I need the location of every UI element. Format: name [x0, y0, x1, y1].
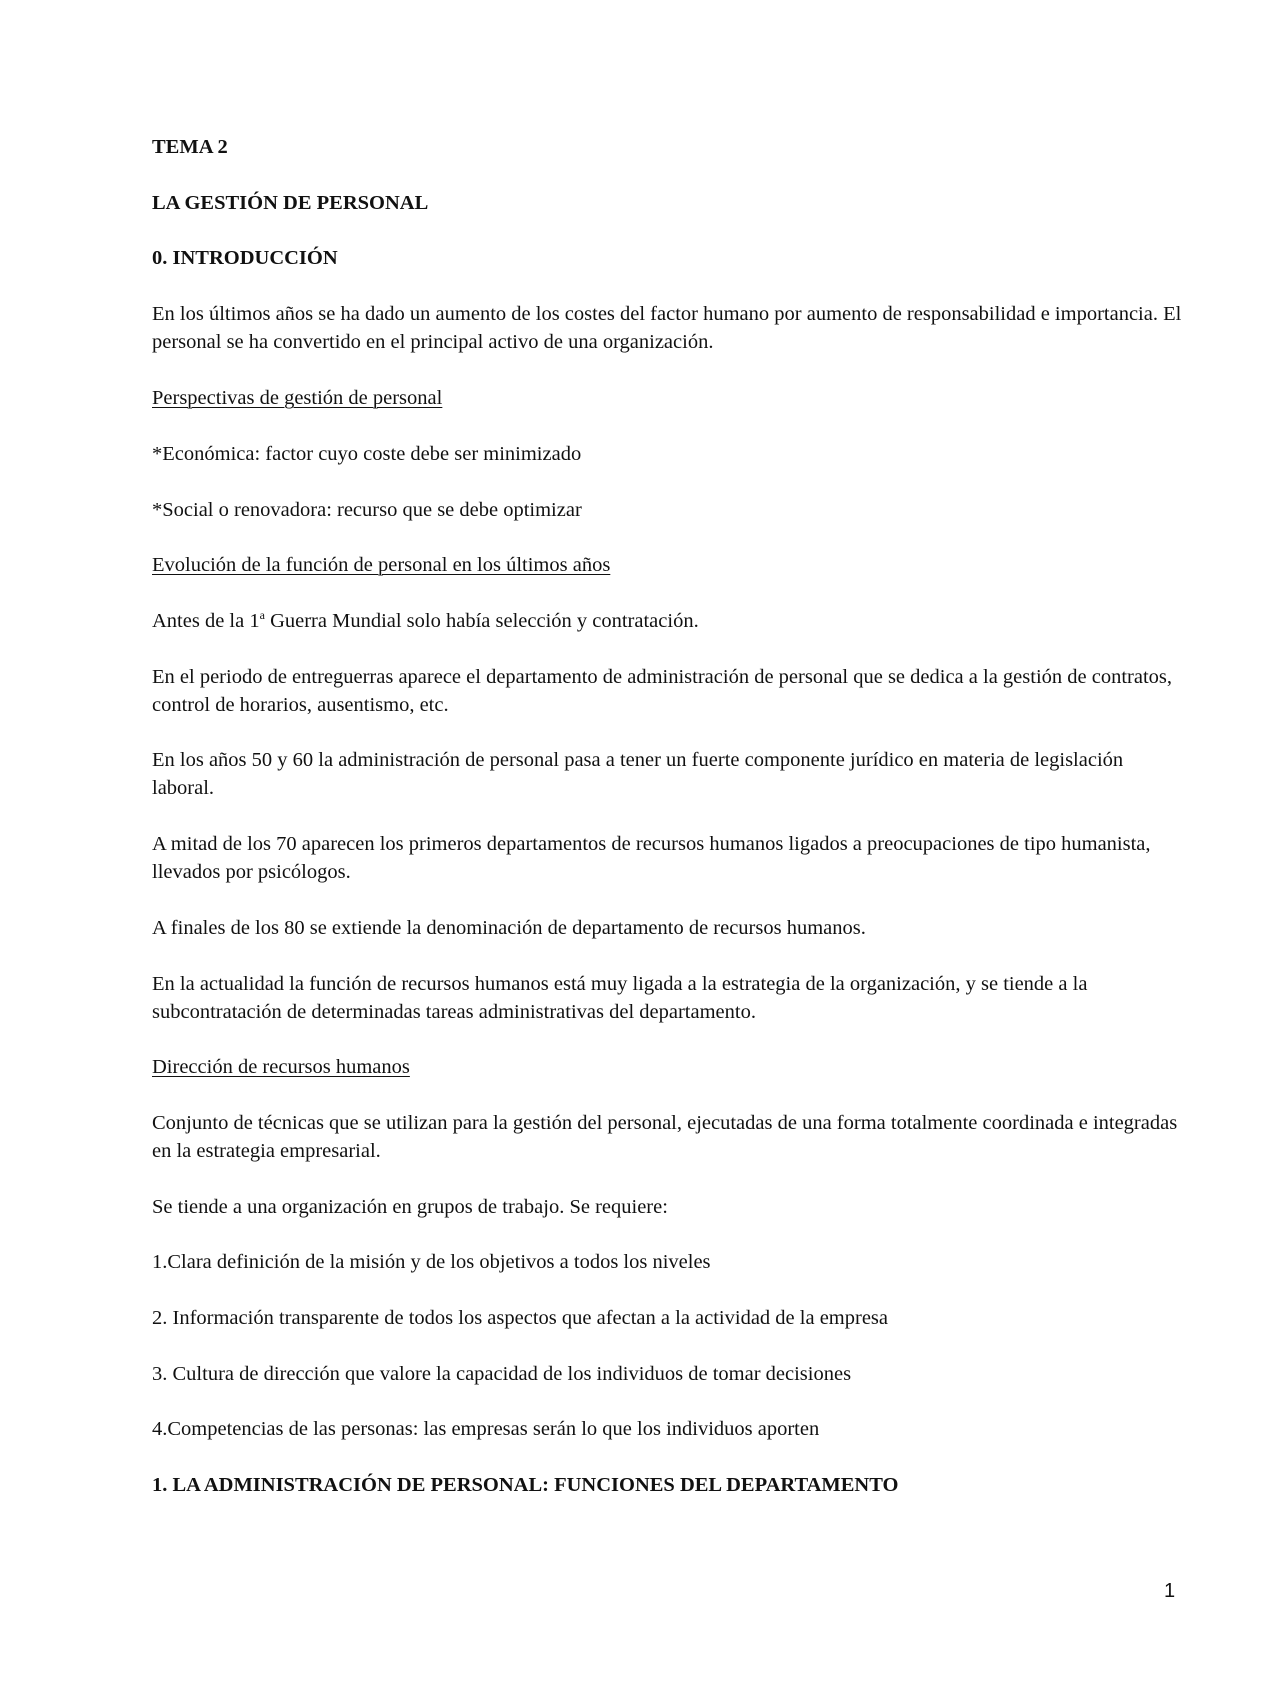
list-item: 3. Cultura de dirección que valore la capacidad de los individuos de tomar decisiones	[152, 1363, 852, 1385]
document-title: LA GESTIÓN DE PERSONAL	[152, 192, 429, 214]
perspectiva-social: *Social o renovadora: recurso que se debe optimizar	[152, 499, 582, 521]
tema-label: TEMA 2	[152, 136, 228, 158]
section-heading-introduccion: 0. INTRODUCCIÓN	[152, 247, 338, 269]
evolucion-p1-superscript: a	[259, 608, 265, 622]
subheading-direccion	[152, 1053, 1187, 1081]
direccion-paragraph-1: Conjunto de técnicas que se utilizan para la gestión del personal, ejecutadas de una forma totalmente coordinada e integradas en la estrategia empresarial.	[152, 1112, 1178, 1162]
evolucion-paragraph-4: A mitad de los 70 aparecen los primeros departamentos de recursos humanos ligados a preocupaciones de tipo humanista, llevados por psicólogos.	[152, 833, 1151, 883]
evolucion-paragraph-5: A finales de los 80 se extiende la denominación de departamento de recursos humanos.	[152, 917, 866, 939]
list-item: 2. Información transparente de todos los aspectos que afectan a la actividad de la empresa	[152, 1307, 888, 1329]
perspectiva-economica: *Económica: factor cuyo coste debe ser minimizado	[152, 443, 582, 465]
subheading-perspectivas-text: Perspectivas de gestión de personal	[152, 387, 443, 409]
evolucion-paragraph-1	[152, 607, 1187, 635]
list-item: 1.Clara definición de la misión y de los objetivos a todos los niveles	[152, 1251, 711, 1273]
direccion-paragraph-2: Se tiende a una organización en grupos de trabajo. Se requiere:	[152, 1196, 668, 1218]
evolucion-p1-before: Antes de la 1	[152, 610, 260, 632]
evolucion-p1-after: Guerra Mundial solo había selección y contratación.	[264, 610, 699, 632]
section-heading-administracion: 1. LA ADMINISTRACIÓN DE PERSONAL: FUNCIONES DEL DEPARTAMENTO	[152, 1474, 899, 1496]
page-number: 1	[1164, 1580, 1176, 1602]
subheading-evolucion-text: Evolución de la función de personal en los últimos años	[152, 554, 611, 576]
list-item: 4.Competencias de las personas: las empresas serán lo que los individuos aporten	[152, 1418, 820, 1440]
subheading-evolucion	[152, 551, 1187, 579]
evolucion-paragraph-3: En los años 50 y 60 la administración de personal pasa a tener un fuerte componente jurídico en materia de legislación laboral.	[152, 749, 1124, 799]
intro-paragraph: En los últimos años se ha dado un aumento de los costes del factor humano por aumento de responsabilidad e importancia. El personal se ha convertido en el principal activo de una organización.	[152, 303, 1182, 353]
subheading-direccion-text: Dirección de recursos humanos	[152, 1056, 410, 1078]
evolucion-paragraph-6: En la actualidad la función de recursos humanos está muy ligada a la estrategia de la organización, y se tiende a la subcontratación de determinadas tareas administrativas del departamento.	[152, 973, 1088, 1023]
evolucion-paragraph-2: En el periodo de entreguerras aparece el departamento de administración de personal que se dedica a la gestión de contratos, control de horarios, ausentismo, etc.	[152, 666, 1173, 716]
subheading-perspectivas	[152, 384, 1187, 412]
